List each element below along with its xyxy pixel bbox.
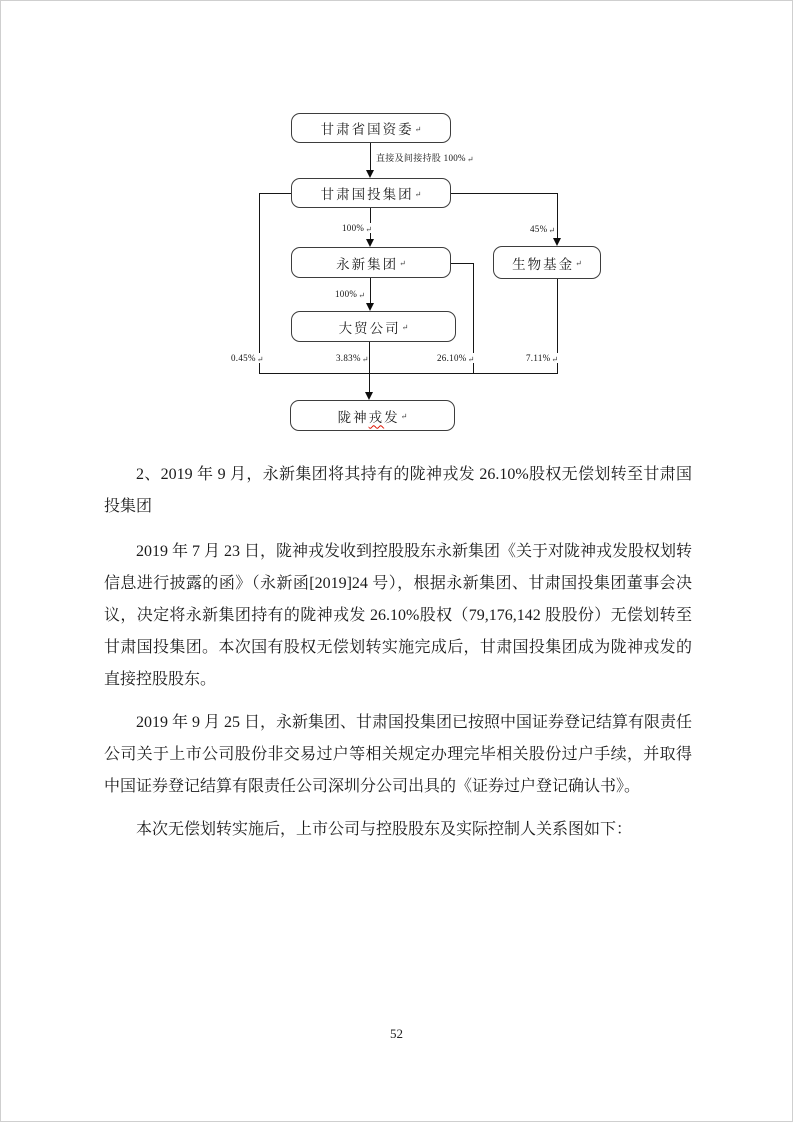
body-text: [104, 459, 692, 857]
return-mark: ↵: [399, 259, 406, 268]
edge-label-45pct: [530, 224, 555, 234]
connector-line: [259, 373, 558, 374]
arrowhead-down: [365, 392, 373, 400]
connector-line: [370, 278, 371, 304]
return-mark: ↵: [414, 189, 422, 199]
return-mark: ↵: [414, 124, 422, 134]
org-box-label: 永新集团: [336, 256, 399, 272]
edge-label-direct-holding: [376, 151, 474, 164]
return-mark: ↵: [401, 323, 409, 332]
org-box-label: 甘肃国投集团: [320, 187, 414, 202]
return-mark: ↵: [358, 291, 365, 300]
page-number: 52: [390, 1026, 403, 1041]
edge-label-3-83pct: [336, 353, 368, 363]
paragraph: 本次无偿划转实施后，上市公司与控股股东及实际控制人关系图如下：: [136, 821, 633, 838]
edge-label-text: 7.11%: [526, 353, 551, 363]
edge-label-text: 3.83%: [336, 353, 361, 363]
org-box-bio-fund: [493, 246, 601, 279]
arrowhead-down: [553, 238, 561, 246]
edge-label-0-45pct: [231, 353, 263, 363]
org-box-label: 陇神: [337, 409, 369, 425]
edge-label-text: 45%: [530, 224, 548, 234]
edge-label-100pct-yongxin-damao: [335, 289, 365, 299]
edge-label-text: 100%: [342, 223, 365, 233]
connector-line: [557, 193, 558, 239]
return-mark: ↵: [256, 355, 264, 364]
edge-label-26-10pct: [437, 353, 474, 363]
section-heading: 2、2019 年 9 月，永新集团将其持有的陇神戎发 26.10%股权无偿划转至甘肃国投集团: [104, 466, 692, 515]
org-box-damao-company: [291, 311, 456, 342]
arrowhead-down: [366, 239, 374, 247]
edge-label-100pct-sdic-yongxin: [342, 223, 372, 233]
org-box-gansu-sdic: [291, 178, 451, 208]
org-box-label: 生物基金: [512, 256, 575, 272]
edge-label-text: 直接及间接持股 100%: [376, 153, 466, 163]
edge-label-text: 0.45%: [231, 353, 256, 363]
return-mark: ↵: [361, 355, 369, 364]
org-box-label: 发: [384, 409, 400, 425]
edge-label-text: 100%: [335, 289, 358, 299]
org-box-label: 甘肃省国资委: [320, 122, 414, 137]
connector-line: [451, 193, 557, 194]
return-mark: ↵: [551, 355, 559, 364]
connector-line: [451, 263, 474, 264]
org-box-longshen-rongfa: [290, 400, 455, 431]
connector-line: [259, 193, 260, 373]
connector-line: [369, 342, 370, 393]
arrowhead-down: [366, 303, 374, 311]
connector-line: [370, 143, 371, 172]
org-box-gansu-sasac: [291, 113, 451, 143]
connector-line: [259, 193, 291, 194]
return-mark: ↵: [400, 412, 408, 421]
return-mark: ↵: [365, 225, 372, 234]
org-box-label-misspelled: 戎: [368, 409, 385, 425]
return-mark: ↵: [575, 259, 582, 268]
paragraph: 2019 年 7 月 23 日，陇神戎发收到控股股东永新集团《关于对陇神戎发股权划转信息进行披露的函》（永新函[2019]24 号），根据永新集团、甘肃国投集团董事会决议，决定将永新集团持有的陇神戎发 26.10%股权（79,176,142 股股份）无偿划转至甘肃国投集团。本次国有股权无偿划转实施完成后，甘肃国投集团成为陇神戎发的直接控股股东。: [104, 543, 693, 688]
org-box-yongxin-group: [291, 247, 451, 278]
edge-label-7-11pct: [526, 353, 558, 363]
arrowhead-down: [366, 170, 374, 178]
paragraph: 2019 年 9 月 25 日，永新集团、甘肃国投集团已按照中国证券登记结算有限责任公司关于上市公司股份非交易过户等相关规定办理完毕相关股份过户手续，并取得中国证券登记结算有限责任公司深圳分公司出具的《证券过户登记确认书》。: [104, 714, 693, 795]
edge-label-text: 26.10%: [437, 353, 467, 363]
return-mark: ↵: [466, 155, 474, 164]
return-mark: ↵: [467, 355, 475, 364]
return-mark: ↵: [548, 226, 556, 235]
org-box-label: 大贸公司: [338, 320, 401, 336]
